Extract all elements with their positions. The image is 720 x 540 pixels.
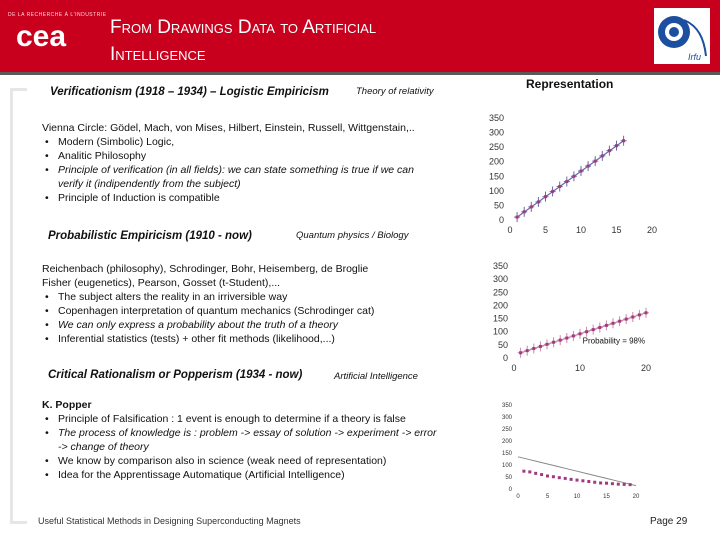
y-tick-label: 200 bbox=[501, 439, 512, 445]
y-tick-label: 200 bbox=[488, 156, 504, 167]
section1-subtitle: Theory of relativity bbox=[356, 86, 434, 97]
x-tick-label: 10 bbox=[575, 225, 587, 235]
section1-title: Verificationism (1918 – 1934) – Logistic Empiricism bbox=[50, 86, 329, 98]
list-item: • Copenhagen interpretation of quantum mechanics (Schrodinger cat) bbox=[42, 304, 432, 318]
data-point bbox=[546, 475, 549, 478]
list-item: • Principle of Induction is compatible bbox=[42, 191, 422, 205]
x-tick-label: 0 bbox=[507, 225, 513, 235]
header-bar bbox=[0, 0, 720, 72]
data-point bbox=[579, 332, 582, 335]
chart-annotation: Probability = 98% bbox=[582, 336, 646, 346]
data-point bbox=[558, 185, 561, 188]
data-point bbox=[601, 154, 604, 157]
data-point bbox=[580, 170, 583, 173]
section1-lead: Vienna Circle: Gödel, Mach, von Mises, Hilbert, Einstein, Russell, Wittgenstain,.. bbox=[42, 122, 415, 134]
y-tick-label: 100 bbox=[492, 326, 508, 337]
y-tick-label: 100 bbox=[488, 185, 504, 196]
data-point bbox=[530, 205, 533, 208]
section2-title: Probabilistic Empiricism (1910 - now) bbox=[48, 230, 252, 242]
data-point bbox=[581, 479, 584, 482]
representation-title: Representation bbox=[526, 77, 614, 91]
list-item: • The subject alters the reality in an irriversible way bbox=[42, 290, 432, 304]
data-point bbox=[523, 210, 526, 213]
data-point bbox=[532, 347, 535, 350]
irfu-logo bbox=[654, 8, 710, 64]
data-point bbox=[572, 175, 575, 178]
section3-subtitle: Artificial Intelligence bbox=[334, 371, 418, 382]
x-tick-label: 15 bbox=[611, 225, 622, 235]
fit-line bbox=[517, 141, 624, 217]
svg-text:cea: cea bbox=[16, 20, 67, 52]
section2-lead: Reichenbach (philosophy), Schrodinger, Bohr, Heisemberg, de Broglie bbox=[42, 263, 369, 275]
data-point bbox=[565, 180, 568, 183]
list-item: • Principle of verification (in all fields): we can state something is true if we can verify it (indipendently from the subject) bbox=[42, 163, 422, 191]
y-tick-label: 350 bbox=[492, 261, 508, 271]
data-point bbox=[570, 478, 573, 481]
data-point bbox=[559, 339, 562, 342]
data-point bbox=[544, 195, 547, 198]
y-tick-label: 100 bbox=[501, 463, 512, 469]
section2-lead2: Fisher (eugenetics), Pearson, Gosset (t-Student),... bbox=[42, 277, 281, 289]
x-tick-label: 0 bbox=[511, 363, 517, 373]
header-divider bbox=[0, 72, 720, 75]
data-point bbox=[546, 343, 549, 346]
data-point bbox=[528, 470, 531, 473]
x-tick-label: 20 bbox=[646, 225, 658, 235]
footer-left: Useful Statistical Methods in Designing Superconducting Magnets bbox=[38, 516, 301, 526]
y-tick-label: 0 bbox=[502, 353, 508, 363]
data-point bbox=[605, 482, 608, 485]
y-tick-label: 50 bbox=[493, 200, 504, 211]
data-point bbox=[519, 351, 522, 354]
data-point bbox=[594, 160, 597, 163]
x-tick-label: 5 bbox=[545, 494, 550, 500]
y-tick-label: 300 bbox=[501, 415, 512, 421]
data-point bbox=[587, 165, 590, 168]
section3-title: Critical Rationalism or Popperism (1934 - now) bbox=[48, 369, 303, 381]
data-point bbox=[629, 483, 632, 486]
y-tick-label: 250 bbox=[492, 287, 508, 298]
section2-subtitle: Quantum physics / Biology bbox=[296, 230, 409, 241]
data-point bbox=[599, 481, 602, 484]
list-item: • The process of knowledge is : problem -> essay of solution -> experiment -> error -> change of theory bbox=[42, 426, 442, 454]
y-tick-label: 150 bbox=[488, 171, 504, 182]
data-point bbox=[622, 139, 625, 142]
data-point bbox=[611, 482, 614, 485]
y-tick-label: 150 bbox=[501, 451, 512, 457]
data-point bbox=[598, 326, 601, 329]
page-title: From Drawings Data to Artificial Intelligence bbox=[110, 17, 377, 65]
list-item: • Inferential statistics (tests) + other fit methods (likelihood,...) bbox=[42, 332, 432, 346]
data-point bbox=[526, 349, 529, 352]
section2-body bbox=[42, 262, 432, 346]
x-tick-label: 10 bbox=[574, 363, 586, 373]
section1-body bbox=[42, 121, 422, 205]
y-tick-label: 250 bbox=[501, 427, 512, 433]
y-tick-label: 350 bbox=[488, 113, 504, 123]
data-point bbox=[592, 328, 595, 331]
y-tick-label: 0 bbox=[508, 487, 512, 493]
data-point bbox=[625, 318, 628, 321]
y-tick-label: 150 bbox=[492, 313, 508, 324]
section1-list bbox=[42, 135, 422, 205]
data-point bbox=[631, 315, 634, 318]
chart-representation-1 bbox=[480, 110, 670, 240]
section3-body bbox=[42, 398, 442, 482]
cea-logo bbox=[16, 18, 72, 52]
left-bracket bbox=[10, 88, 27, 524]
list-item: • Modern (Simbolic) Logic, bbox=[42, 135, 422, 149]
data-point bbox=[615, 144, 618, 147]
chart-representation-3 bbox=[480, 398, 650, 502]
data-point bbox=[617, 483, 620, 486]
data-point bbox=[593, 481, 596, 484]
data-point bbox=[539, 345, 542, 348]
data-point bbox=[608, 149, 611, 152]
data-point bbox=[565, 337, 568, 340]
list-item: • We know by comparison also in science (weak need of representation) bbox=[42, 454, 442, 468]
section3-list bbox=[42, 412, 442, 482]
y-tick-label: 300 bbox=[492, 274, 508, 285]
data-point bbox=[618, 320, 621, 323]
data-point bbox=[551, 190, 554, 193]
data-point bbox=[552, 341, 555, 344]
list-item: • Principle of Falsification : 1 event is enough to determine if a theory is false bbox=[42, 412, 442, 426]
data-point bbox=[558, 476, 561, 479]
x-tick-label: 20 bbox=[640, 363, 652, 373]
x-tick-label: 0 bbox=[516, 494, 520, 500]
data-point bbox=[612, 322, 615, 325]
list-item: • Analitic Philosophy bbox=[42, 149, 422, 163]
data-point bbox=[534, 472, 537, 475]
data-point bbox=[540, 473, 543, 476]
data-point bbox=[587, 480, 590, 483]
data-point bbox=[623, 483, 626, 486]
list-item: • We can only express a probability about the truth of a theory bbox=[42, 318, 432, 332]
y-tick-label: 350 bbox=[501, 403, 512, 409]
y-tick-label: 250 bbox=[488, 142, 504, 153]
header-small-text: DE LA RECHERCHE À L'INDUSTRIE bbox=[8, 12, 107, 18]
data-point bbox=[572, 334, 575, 337]
section3-lead: K. Popper bbox=[42, 399, 92, 411]
data-point bbox=[537, 200, 540, 203]
y-tick-label: 50 bbox=[497, 339, 508, 350]
data-point bbox=[645, 311, 648, 314]
section2-list bbox=[42, 290, 432, 346]
x-tick-label: 20 bbox=[632, 494, 640, 500]
data-point bbox=[516, 216, 519, 219]
x-tick-label: 10 bbox=[573, 494, 581, 500]
data-point bbox=[564, 477, 567, 480]
y-tick-label: 0 bbox=[498, 215, 504, 225]
y-tick-label: 300 bbox=[488, 127, 504, 138]
svg-text:Irfu: Irfu bbox=[688, 52, 702, 62]
y-tick-label: 200 bbox=[492, 300, 508, 311]
x-tick-label: 15 bbox=[603, 494, 610, 500]
y-tick-label: 50 bbox=[505, 475, 512, 481]
data-point bbox=[585, 330, 588, 333]
data-point bbox=[522, 470, 525, 473]
list-item: • Idea for the Apprentissage Automatique (Artificial Intelligence) bbox=[42, 468, 442, 482]
page-number: Page 29 bbox=[650, 516, 688, 527]
chart-representation-2 bbox=[480, 258, 670, 376]
data-point bbox=[638, 313, 641, 316]
data-point bbox=[576, 479, 579, 482]
data-point bbox=[605, 324, 608, 327]
data-point bbox=[552, 475, 555, 478]
x-tick-label: 5 bbox=[542, 225, 549, 235]
